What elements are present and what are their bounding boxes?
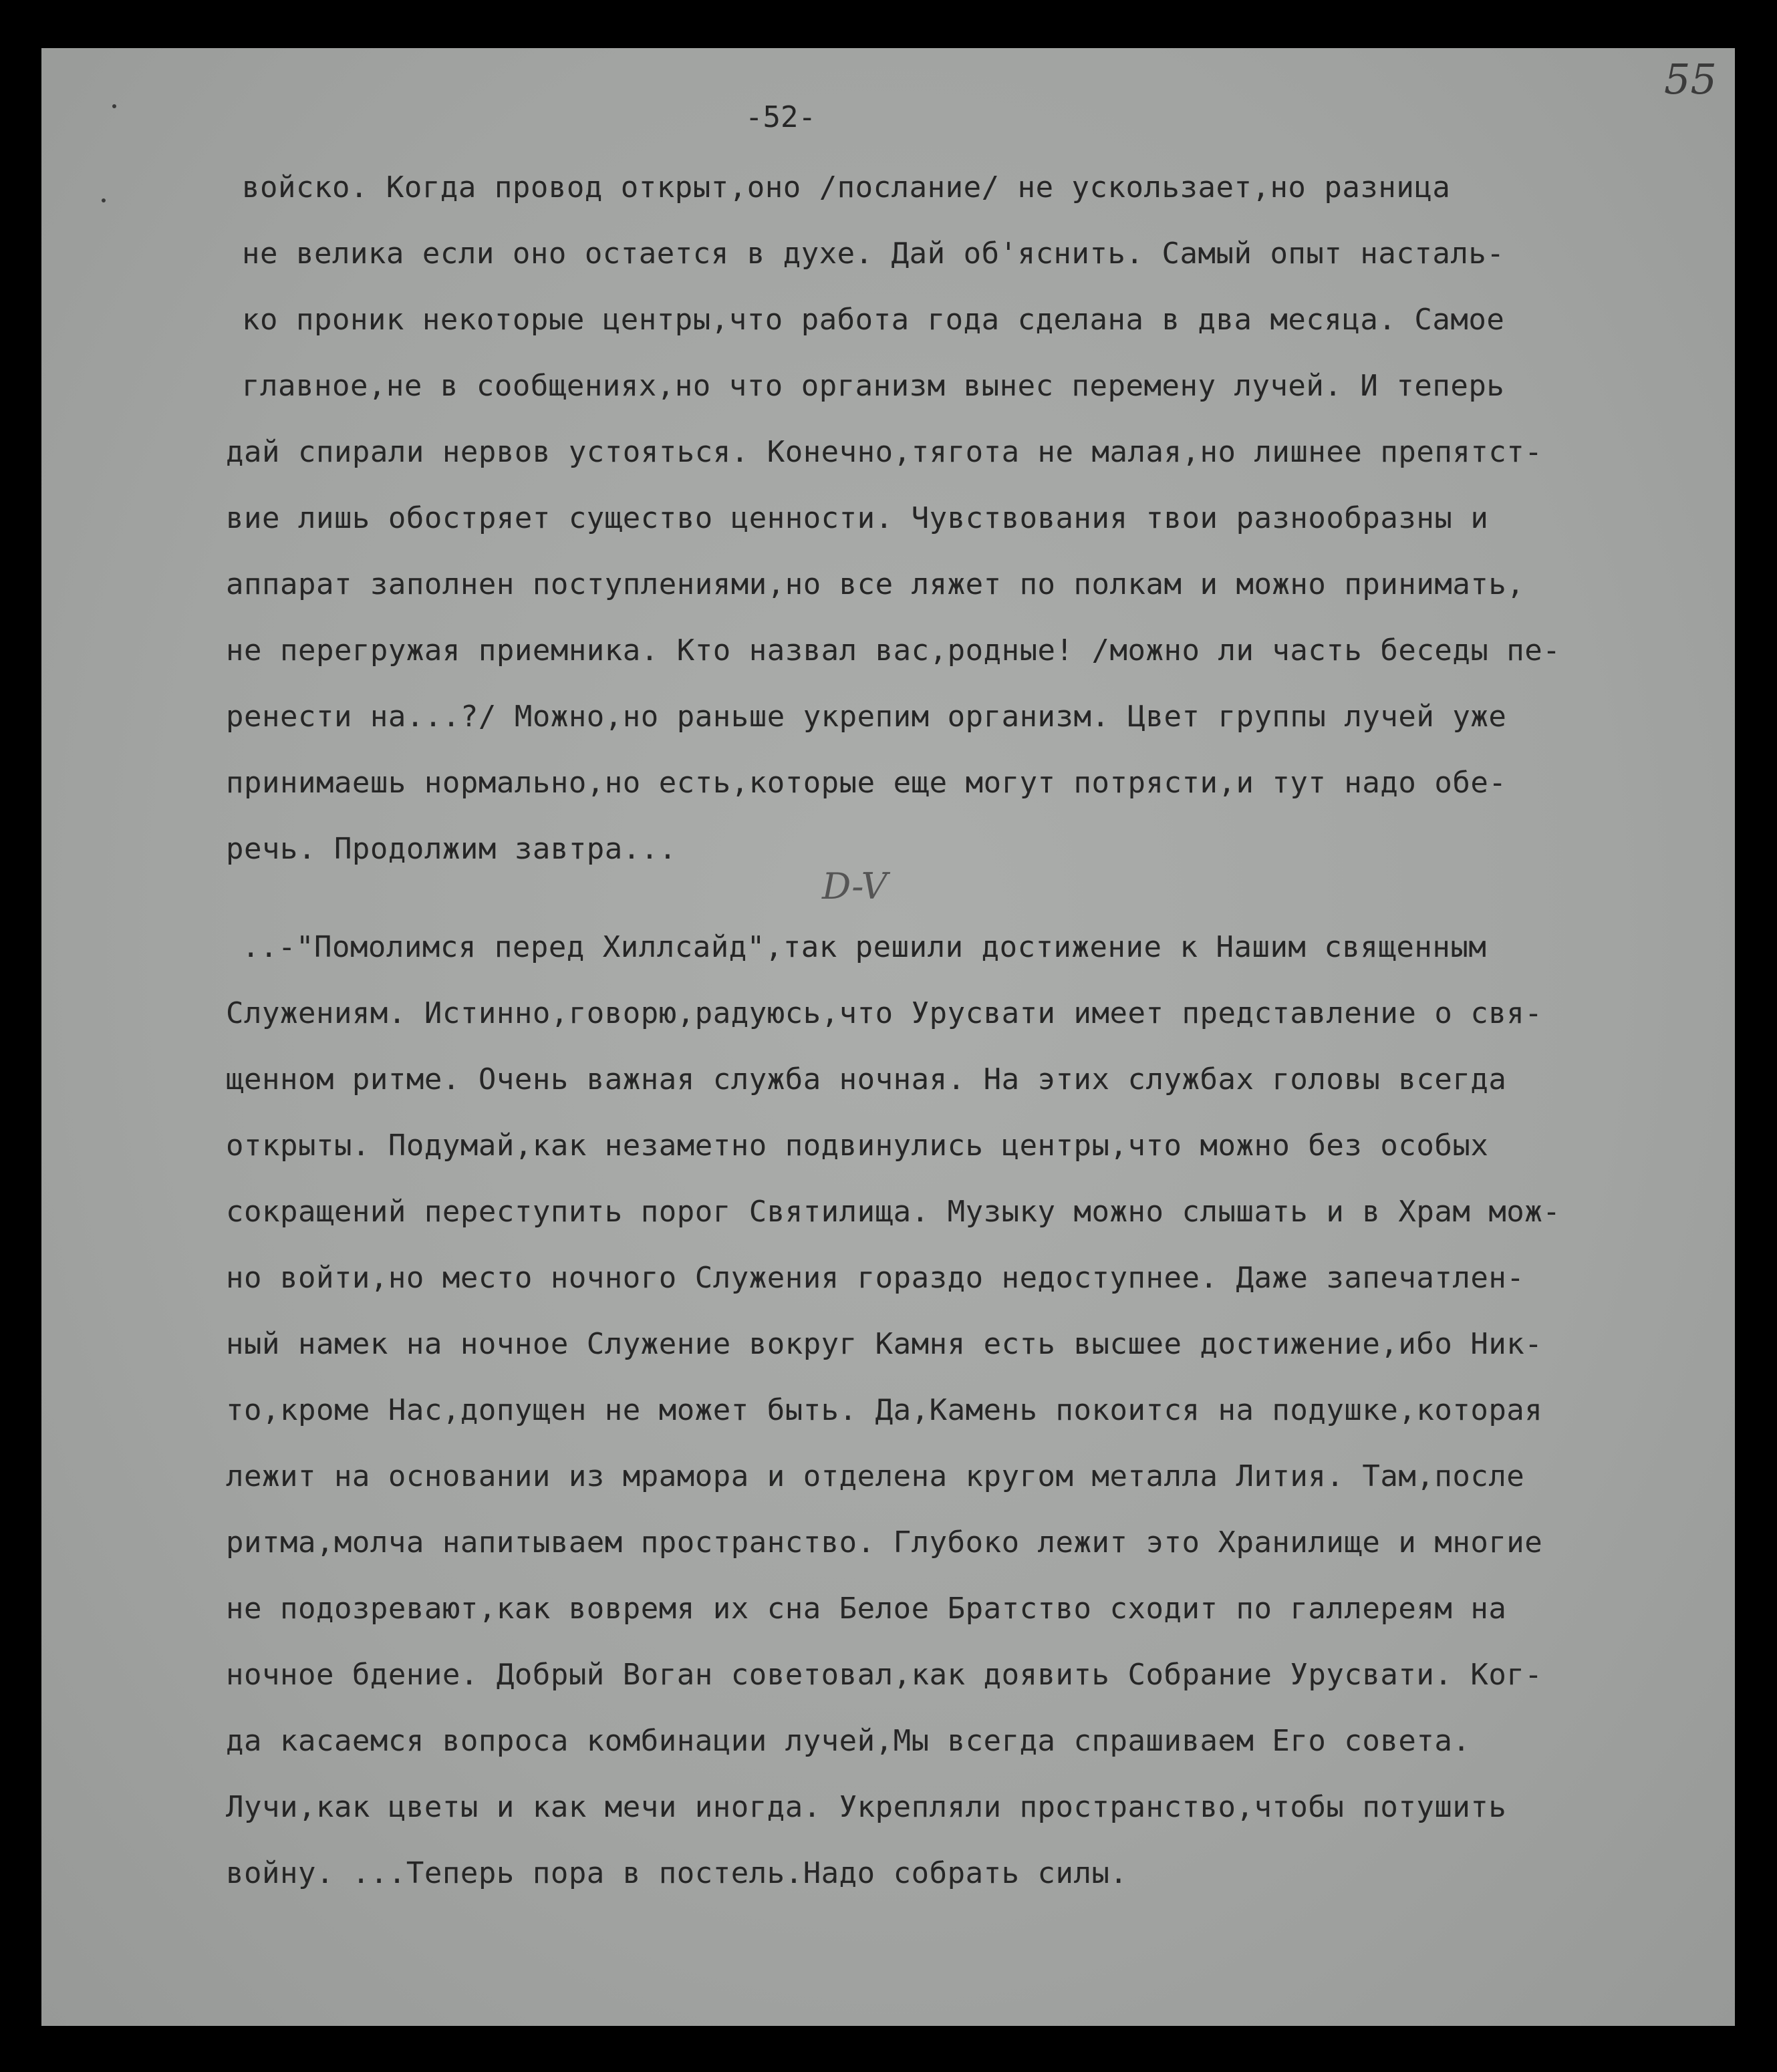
text-line: ритма,молча напитываем пространство. Глубоко лежит это Хранилище и многие	[226, 1525, 1543, 1560]
text-line: да касаемся вопроса комбинации лучей,Мы всегда спрашиваем Его совета.	[226, 1724, 1471, 1758]
text-line: дай спирали нервов устояться. Конечно,тягота не малая,но лишнее препятст-	[226, 435, 1543, 469]
handwritten-note: D-V	[822, 865, 887, 907]
text-line: но войти,но место ночного Служения гораздо недоступнее. Даже запечатлен-	[226, 1261, 1525, 1295]
text-line: ренести на...?/ Можно,но раньше укрепим организм. Цвет группы лучей уже	[226, 700, 1507, 734]
text-line: аппарат заполнен поступлениями,но все ляжет по полкам и можно принимать,	[226, 567, 1525, 601]
text-line: не велика если оно остается в духе. Дай об'яснить. Самый опыт насталь-	[242, 237, 1505, 271]
text-line: главное,не в сообщениях,но что организм вынес перемену лучей. И теперь	[242, 369, 1505, 403]
text-line: не перегружая приемника. Кто назвал вас,родные! /можно ли часть беседы пе-	[226, 633, 1561, 668]
text-line: речь. Продолжим завтра...	[226, 832, 677, 866]
page-number: -52-	[745, 100, 816, 134]
paper-speck	[102, 198, 106, 202]
text-line: открыты. Подумай,как незаметно подвинулись центры,что можно без особых	[226, 1129, 1489, 1163]
text-line: войну. ...Теперь пора в постель.Надо собрать силы.	[226, 1856, 1128, 1890]
text-line: ..-"Помолимся перед Хиллсайд",так решили достижение к Нашим священным	[242, 930, 1487, 964]
text-line: лежит на основании из мрамора и отделена кругом металла Лития. Там,после	[226, 1459, 1525, 1493]
paper-speck	[112, 104, 116, 108]
text-line: Лучи,как цветы и как мечи иногда. Укрепляли пространство,чтобы потушить	[226, 1790, 1507, 1824]
text-line: не подозревают,как вовремя их сна Белое Братство сходит по галлереям на	[226, 1592, 1507, 1626]
text-line: щенном ритме. Очень важная служба ночная. На этих службах головы всегда	[226, 1062, 1507, 1096]
text-line: войско. Когда провод открыт,оно /послание/ не ускользает,но разница	[242, 170, 1451, 204]
text-line: ко проник некоторые центры,что работа года сделана в два месяца. Самое	[242, 303, 1505, 337]
text-line: принимаешь нормально,но есть,которые еще могут потрясти,и тут надо обе-	[226, 766, 1507, 800]
text-line: ночное бдение. Добрый Воган советовал,как доявить Собрание Урусвати. Ког-	[226, 1658, 1543, 1692]
text-line: то,кроме Нас,допущен не может быть. Да,Камень покоится на подушке,которая	[226, 1393, 1543, 1427]
text-line: ный намек на ночное Служение вокруг Камня есть высшее достижение,ибо Ник-	[226, 1327, 1543, 1361]
text-line: Служениям. Истинно,говорю,радуюсь,что Урусвати имеет представление о свя-	[226, 996, 1543, 1030]
folio-number: 55	[1664, 55, 1717, 104]
text-line: вие лишь обостряет существо ценности. Чувствования твои разнообразны и	[226, 501, 1489, 535]
text-line: сокращений переступить порог Святилища. Музыку можно слышать и в Храм мож-	[226, 1195, 1561, 1229]
